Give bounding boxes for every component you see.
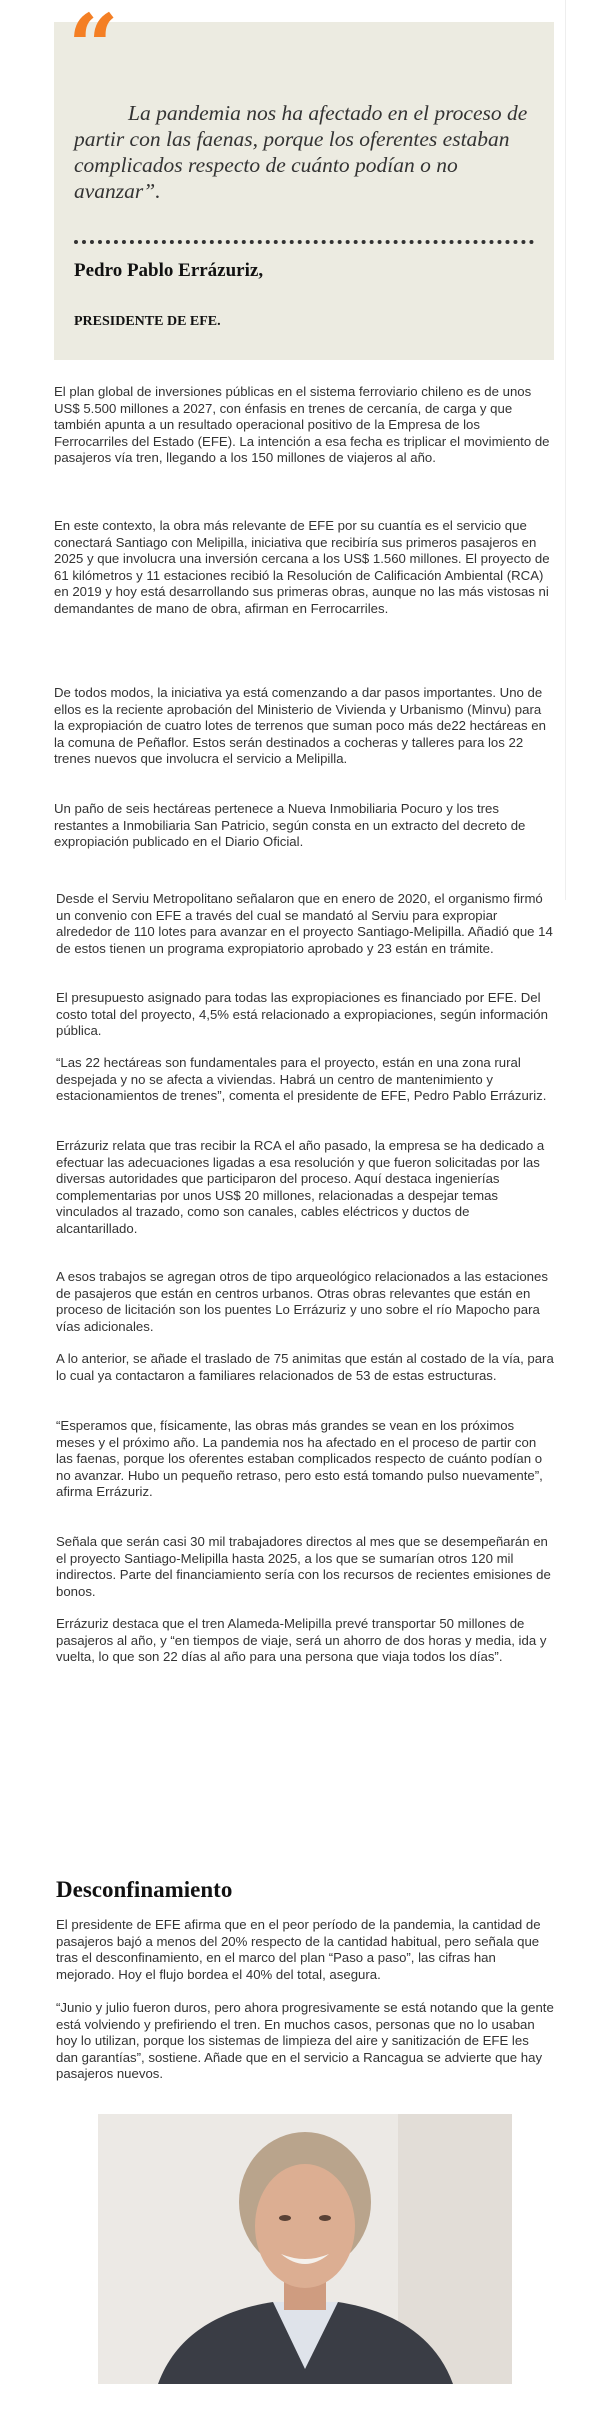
paragraph: A esos trabajos se agregan otros de tipo arqueológico relacionados a las estaciones de pasajeros que están en centros urbanos. Otras obras relevantes que están en proceso de licitación son los puentes Lo Errázuriz y uno sobre el río Mapocho para vías adicionales. bbox=[56, 1269, 548, 1334]
paragraph: Errázuriz relata que tras recibir la RCA el año pasado, la empresa se ha dedicado a efectuar las adecuaciones ligadas a esa resolución y que fueron solicitadas por las diversas autoridades que participaron del proceso. Aquí destaca ingenierías complementarias por unos US$ 20 millones, relacionadas a despejar temas vinculados al trazado, como son canales, cables eléctricos y ductos de alcantarillado. bbox=[56, 1138, 545, 1236]
column-divider bbox=[565, 0, 566, 900]
section-heading: Desconfinamiento bbox=[56, 1877, 233, 1902]
quote-author-role: PRESIDENTE DE EFE. bbox=[74, 314, 221, 329]
paragraph: “Las 22 hectáreas son fundamentales para el proyecto, están en una zona rural despejada y no se afecta a viviendas. Habrá un centro de mantenimiento y estacionamientos de trenes”, comenta el presidente de EFE, Pedro Pablo Errázuriz. bbox=[56, 1055, 547, 1103]
pull-quote bbox=[54, 0, 554, 360]
quote-mark-icon: “ bbox=[68, 0, 119, 98]
paragraph: Desde el Serviu Metropolitano señalaron que en enero de 2020, el organismo firmó un convenio con EFE a través del cual se mandató al Serviu para expropiar alrededor de 110 lotes para avanzar en el proyecto Santiago-Melipilla. Añadió que 14 de estos tienen un programa expropiatorio aprobado y 23 están en trámite. bbox=[56, 891, 553, 956]
paragraph: “Esperamos que, físicamente, las obras más grandes se vean en los próximos meses y el próximo año. La pandemia nos ha afectado en el proceso de partir con las faenas, porque los oferentes estaban complicados respecto de cuánto podían o no avanzar. Hubo un pequeño retraso, pero esto está tomando pulso nuevamente”, afirma Errázuriz. bbox=[56, 1418, 543, 1499]
paragraph: Un paño de seis hectáreas pertenece a Nueva Inmobiliaria Pocuro y los tres restantes a Inmobiliaria San Patricio, según consta en un extracto del decreto de expropiación publicado en el Diario Oficial. bbox=[54, 801, 526, 849]
quote-author: Pedro Pablo Errázuriz, bbox=[74, 260, 264, 281]
paragraph: “Junio y julio fueron duros, pero ahora progresivamente se está notando que la gente está volviendo y prefiriendo el tren. En muchos casos, personas que no lo usaban hoy lo utilizan, porque los sistemas de limpieza del aire y sanitización de EFE les dan garantías”, sostiene. Añade que en el servicio a Rancagua se advierte que hay pasajeros nuevos. bbox=[56, 2000, 554, 2081]
paragraph: El presupuesto asignado para todas las expropiaciones es financiado por EFE. Del costo total del proyecto, 4,5% está relacionado a expropiaciones, según información pública. bbox=[56, 990, 548, 1038]
paragraph: En este contexto, la obra más relevante de EFE por su cuantía es el servicio que conectará Santiago con Melipilla, iniciativa que recibiría sus primeros pasajeros en 2025 y que involucra una inversión cercana a los US$ 1.560 millones. El proyecto de 61 kilómetros y 11 estaciones recibió la Resolución de Calificación Ambiental (RCA) en 2019 y hoy está desarrollando sus primeras obras, aunque no las más vistosas ni demandantes de mano de obra, afirman en Ferrocarriles. bbox=[54, 518, 550, 616]
portrait-photo bbox=[98, 2114, 512, 2384]
quote-text: La pandemia nos ha afectado en el proceso de partir con las faenas, porque los oferentes estaban complicados respecto de cuánto podían o no avanzar”. bbox=[74, 101, 528, 203]
paragraph: A lo anterior, se añade el traslado de 75 animitas que están al costado de la vía, para lo cual ya contactaron a familiares relacionados de 53 de estas estructuras. bbox=[56, 1351, 554, 1383]
paragraph: De todos modos, la iniciativa ya está comenzando a dar pasos importantes. Uno de ellos es la reciente aprobación del Ministerio de Vivienda y Urbanismo (Minvu) para la expropiación de cuatro lotes de terrenos que suman poco más de22 hectáreas en la comuna de Peñaflor. Estos serán destinados a cocheras y talleres para los 22 trenes nuevos que involucra el servicio a Melipilla. bbox=[54, 685, 546, 766]
portrait-photo-icon bbox=[98, 2114, 512, 2384]
paragraph: El presidente de EFE afirma que en el peor período de la pandemia, la cantidad de pasajeros bajó a menos del 20% respecto de la cantidad habitual, pero señala que tras el desconfinamiento, en el marco del plan “Paso a paso”, las cifras han mejorado. Hoy el flujo bordea el 40% del total, asegura. bbox=[56, 1917, 541, 1982]
paragraph: El plan global de inversiones públicas en el sistema ferroviario chileno es de unos US$ 5.500 millones a 2027, con énfasis en trenes de cercanía, de carga y que también apunta a un resultado operacional positivo de la Empresa de los Ferrocarriles del Estado (EFE). La intención a esa fecha es triplicar el movimiento de pasajeros vía tren, llegando a los 150 millones de viajeros al año. bbox=[54, 384, 550, 465]
paragraph: Errázuriz destaca que el tren Alameda-Melipilla prevé transportar 50 millones de pasajeros al año, y “en tiempos de viaje, será un ahorro de dos horas y media, ida y vuelta, lo que son 22 días al año para una persona que viaja todos los días”. bbox=[56, 1616, 547, 1664]
quote-divider bbox=[74, 240, 534, 244]
paragraph: Señala que serán casi 30 mil trabajadores directos al mes que se desempeñarán en el proyecto Santiago-Melipilla hasta 2025, a los que se sumarían otros 120 mil indirectos. Parte del financiamiento sería con los recursos de recientes emisiones de bonos. bbox=[56, 1534, 551, 1599]
